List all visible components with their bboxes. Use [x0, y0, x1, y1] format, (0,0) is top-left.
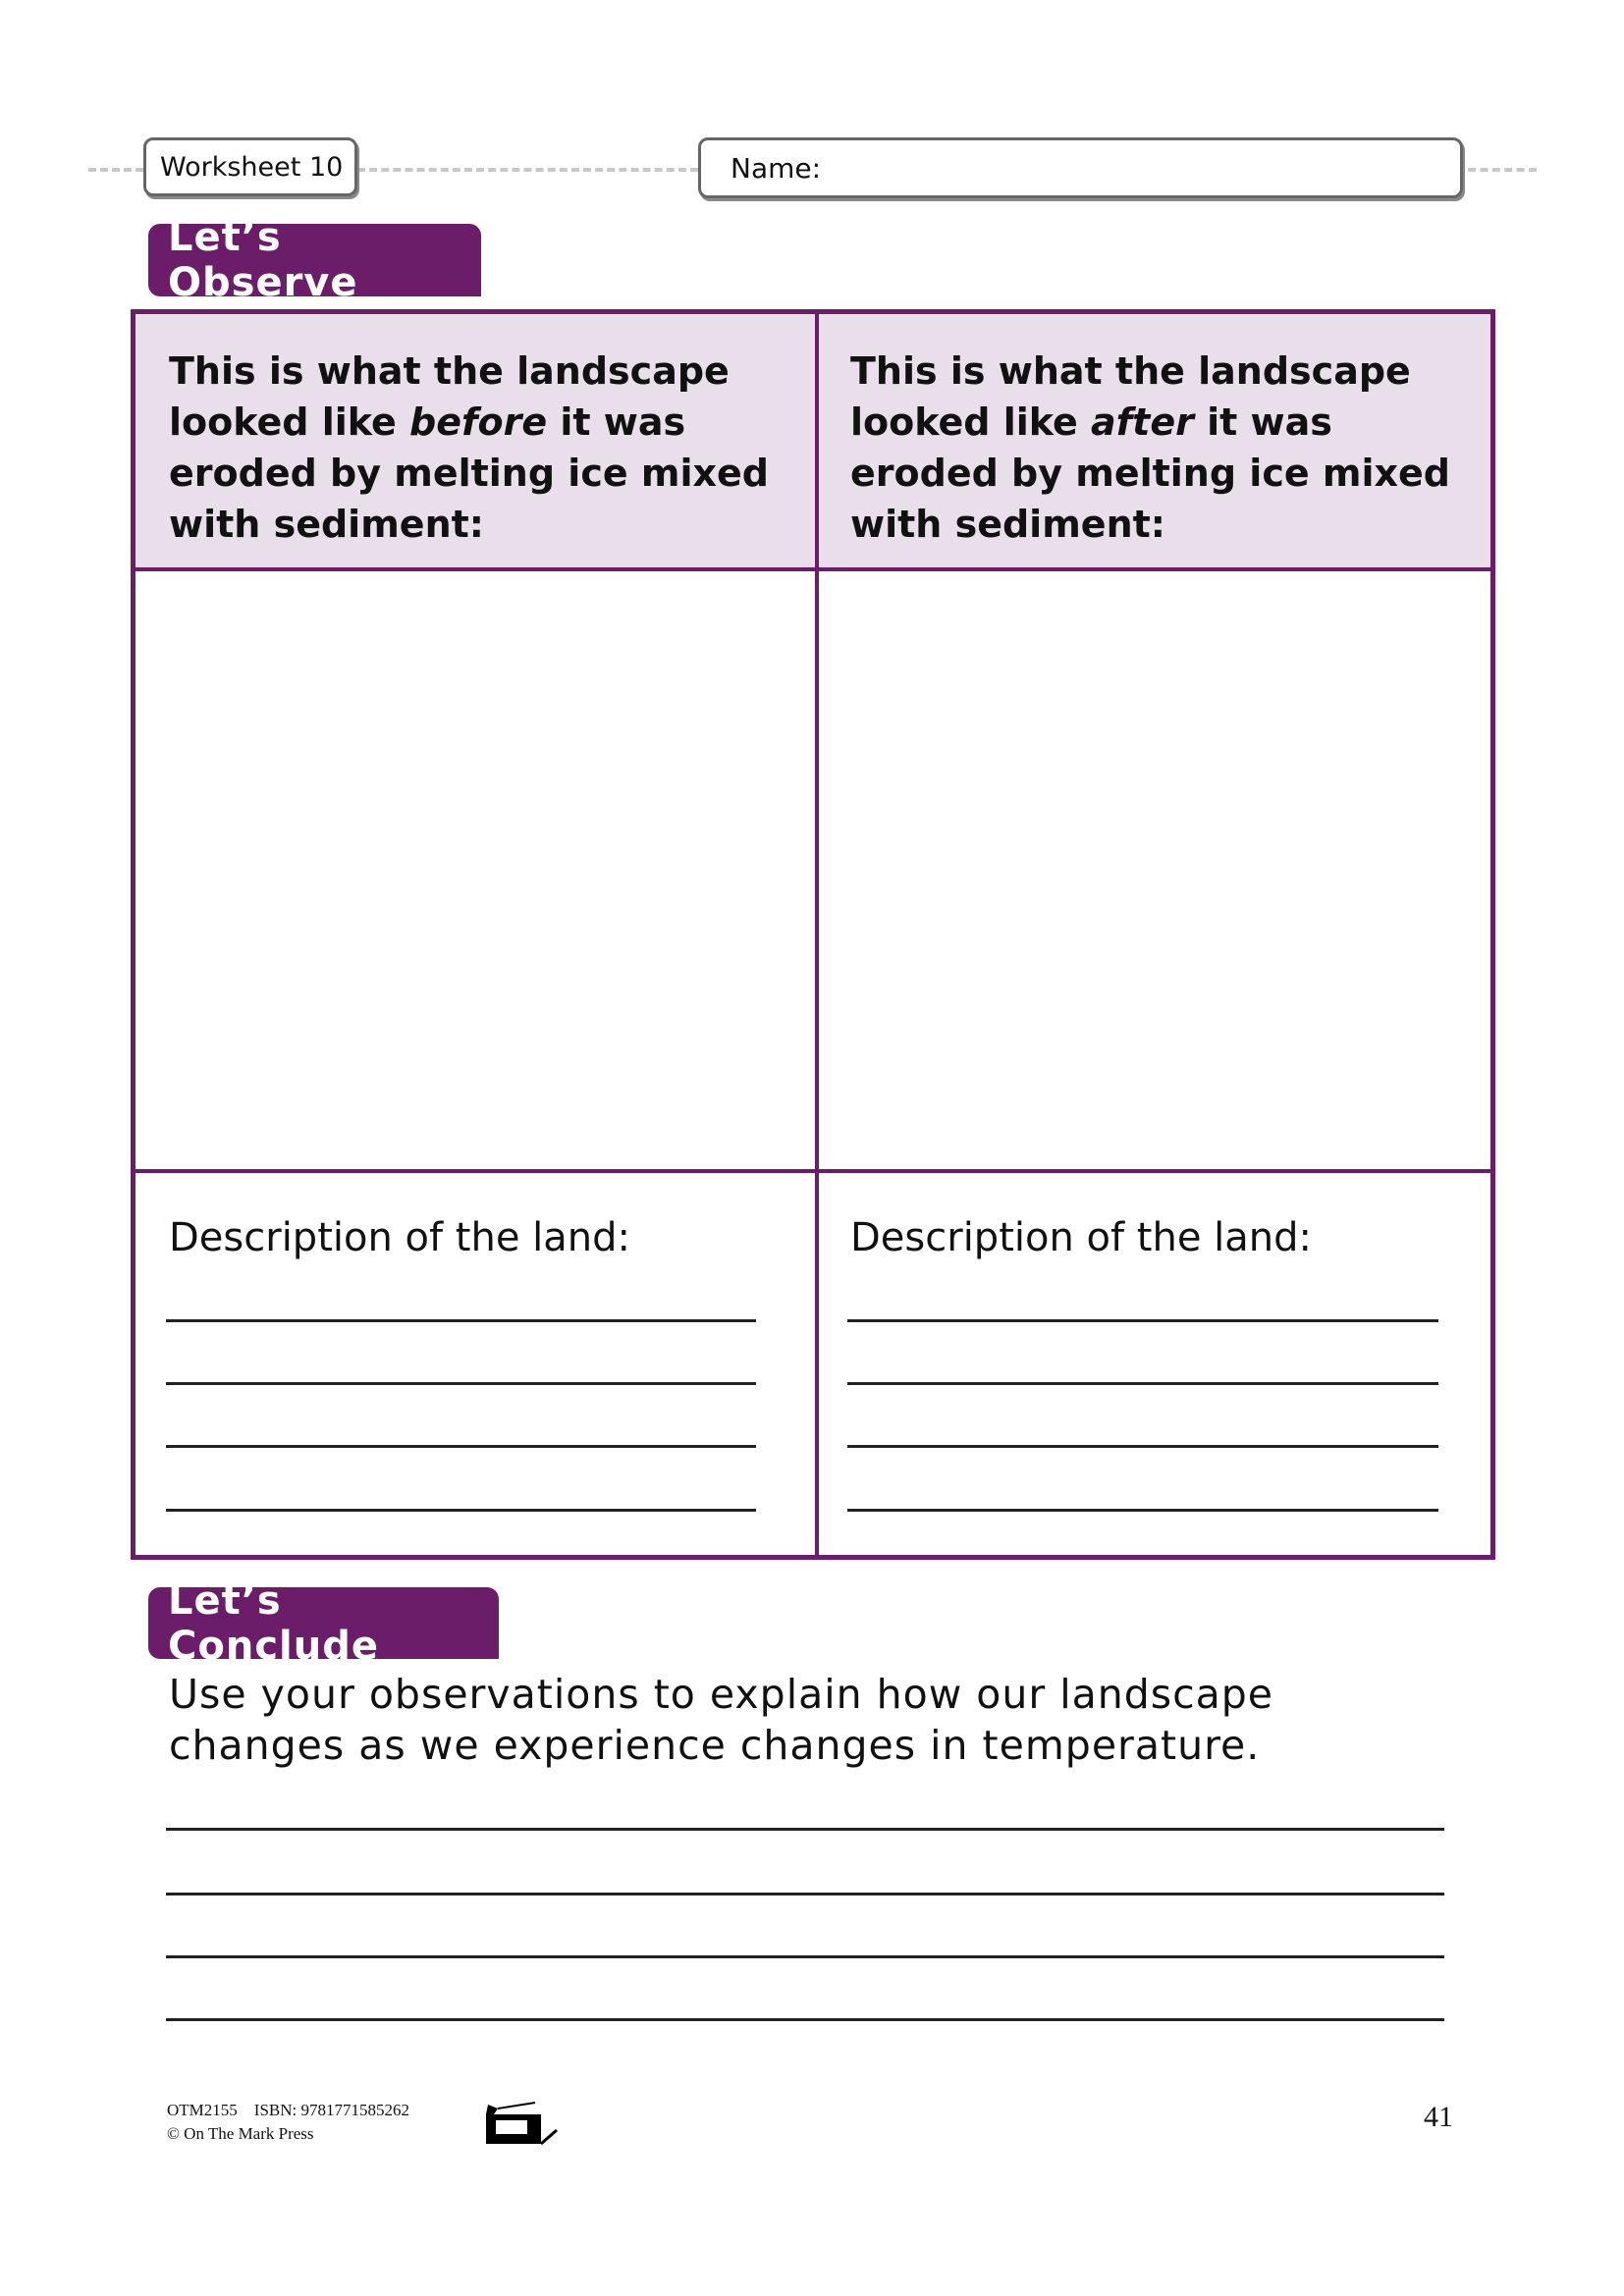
before-writing-line[interactable]	[166, 1509, 756, 1512]
conclusion-writing-line[interactable]	[166, 1893, 1444, 1896]
observation-table	[131, 309, 1495, 1560]
dashed-rule	[357, 168, 698, 172]
conclusion-writing-line[interactable]	[166, 1828, 1444, 1831]
footer-copyright: © On The Mark Press	[167, 2124, 314, 2143]
worksheet-label: Worksheet 10	[143, 137, 357, 196]
conclusion-writing-line[interactable]	[166, 1955, 1444, 1958]
before-writing-line[interactable]	[166, 1445, 756, 1448]
lets-observe-heading: Let’s Observe	[148, 224, 481, 296]
name-label: Name:	[731, 151, 822, 185]
dashed-rule	[88, 168, 143, 172]
before-writing-line[interactable]	[166, 1382, 756, 1385]
divider	[135, 1169, 1490, 1173]
after-description-label: Description of the land:	[850, 1215, 1312, 1260]
dashed-rule	[1468, 168, 1537, 172]
after-writing-line[interactable]	[847, 1382, 1438, 1385]
before-header: This is what the landscape looked like before it was eroded by melting ice mixed with sediment:	[169, 349, 769, 546]
page-number: 41	[1424, 2101, 1453, 2133]
after-header: This is what the landscape looked like after it was eroded by melting ice mixed with sediment:	[850, 349, 1450, 546]
name-field[interactable]	[698, 137, 1463, 198]
after-drawing-area[interactable]	[819, 571, 1496, 1169]
before-description-label: Description of the land:	[169, 1215, 630, 1260]
after-writing-line[interactable]	[847, 1509, 1438, 1512]
photocopier-icon	[484, 2101, 559, 2146]
before-writing-line[interactable]	[166, 1319, 756, 1322]
lets-conclude-heading: Let’s Conclude	[148, 1587, 499, 1659]
before-drawing-area[interactable]	[135, 571, 815, 1169]
conclusion-writing-line[interactable]	[166, 2018, 1444, 2021]
after-writing-line[interactable]	[847, 1319, 1438, 1322]
after-writing-line[interactable]	[847, 1445, 1438, 1448]
conclude-prompt: Use your observations to explain how our landscape changes as we experience changes in temperature.	[169, 1671, 1274, 1769]
footer-isbn: OTM2155 ISBN: 9781771585262	[167, 2101, 409, 2119]
